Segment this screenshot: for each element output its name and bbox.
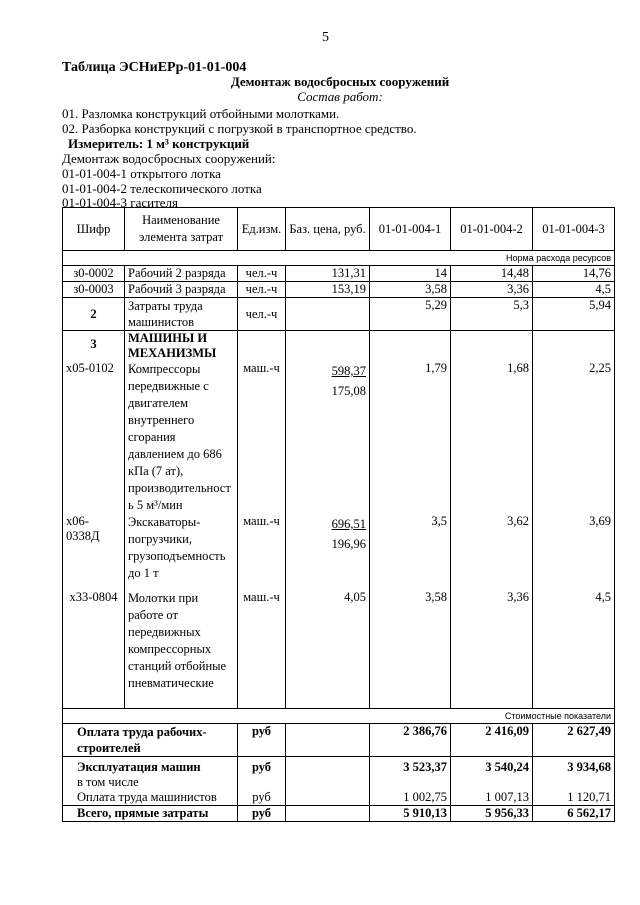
machines-section-row: [63, 331, 615, 362]
row-value: 4,5: [533, 590, 615, 709]
row-name: Рабочий 3 разряда: [125, 282, 238, 298]
cost-value: 3 934,68: [533, 757, 615, 776]
cost-unit: руб: [238, 806, 286, 822]
table-row: [63, 282, 615, 298]
row-code: х06-0338Д: [63, 514, 125, 590]
norm-label: Норма расхода ресурсов: [63, 251, 615, 266]
page-number: 5: [322, 30, 329, 45]
cost-value: 3 540,24: [451, 757, 533, 776]
empty-cell: [286, 724, 370, 757]
row-value: 3,62: [451, 514, 533, 590]
cost-value: 6 562,17: [533, 806, 615, 822]
row-value: 14,48: [451, 266, 533, 282]
row-price: 153,19: [286, 282, 370, 298]
row-value: 3,58: [370, 282, 451, 298]
row-value: 3,69: [533, 514, 615, 590]
empty-cell: [286, 757, 370, 776]
cost-value: 1 120,71: [533, 790, 615, 806]
row-code: з0-0003: [63, 282, 125, 298]
cost-value: 2 627,49: [533, 724, 615, 757]
cost-label: Стоимостные показатели: [63, 709, 615, 724]
row-price: 4,05: [286, 590, 370, 709]
cost-unit: руб: [238, 757, 286, 776]
table-row: [63, 266, 615, 282]
header-unit: Ед.изм.: [238, 208, 286, 251]
empty-cell: [533, 331, 615, 362]
row-value: 14: [370, 266, 451, 282]
row-unit: чел.-ч: [238, 266, 286, 282]
work-composition-label: Состав работ:: [297, 89, 383, 104]
row-value: 5,3: [451, 298, 533, 331]
row-code: 2: [63, 298, 125, 331]
empty-cell: [451, 775, 533, 790]
cost-row: [63, 757, 615, 776]
empty-cell: [533, 775, 615, 790]
norm-row: [63, 251, 615, 266]
cost-value: 5 910,13: [370, 806, 451, 822]
cost-row: [63, 724, 615, 757]
row-name: Молотки при работе от передвижных компрессорных станций отбойные пневматические: [125, 590, 238, 709]
table-row: [63, 514, 615, 590]
table-header-row: [63, 208, 615, 251]
row-value: 5,94: [533, 298, 615, 331]
price-underlined: 696,51: [331, 517, 366, 531]
row-code: х05-0102: [63, 361, 125, 514]
row-price: [286, 361, 370, 514]
cost-value: 2 416,09: [451, 724, 533, 757]
section-intro: Демонтаж водосбросных сооружений:: [62, 151, 276, 166]
table-row: [63, 590, 615, 709]
row-value: 4,5: [533, 282, 615, 298]
empty-cell: [370, 775, 451, 790]
price-underlined: 598,37: [331, 364, 366, 378]
cost-value: 1 002,75: [370, 790, 451, 806]
work-item: 02. Разборка конструкций с погрузкой в транспортное средство.: [62, 121, 417, 136]
row-value: 1,68: [451, 361, 533, 514]
row-price: [286, 514, 370, 590]
cost-value: 3 523,37: [370, 757, 451, 776]
cost-unit: руб: [238, 790, 286, 806]
cost-value: 1 007,13: [451, 790, 533, 806]
empty-cell: [238, 775, 286, 790]
machinists-row: [63, 298, 615, 331]
row-name: Экскаваторы-погрузчики, грузоподъемность до 1 т: [125, 514, 238, 590]
cost-label-row: [63, 709, 615, 724]
empty-cell: [286, 775, 370, 790]
table-code: Таблица ЭСНиЕРр-01-01-004: [62, 60, 247, 75]
total-row: [63, 806, 615, 822]
empty-cell: [286, 790, 370, 806]
header-variant-1: 01-01-004-1: [370, 208, 451, 251]
row-name: Рабочий 2 разряда: [125, 266, 238, 282]
header-variant-3: 01-01-004-3: [533, 208, 615, 251]
row-price: 131,31: [286, 266, 370, 282]
variant-item: 01-01-004-3 гасителя: [62, 195, 178, 210]
section-code: 3: [63, 331, 125, 362]
row-value: 3,36: [451, 590, 533, 709]
header-variant-2: 01-01-004-2: [451, 208, 533, 251]
work-item: 01. Разломка конструкций отбойными молотками.: [62, 106, 340, 121]
row-unit: маш.-ч: [238, 361, 286, 514]
row-unit: чел.-ч: [238, 282, 286, 298]
cost-name: Оплата труда машинистов: [63, 790, 238, 806]
row-code: з0-0002: [63, 266, 125, 282]
cost-name: Всего, прямые затраты: [63, 806, 238, 822]
row-code: х33-0804: [63, 590, 125, 709]
price-secondary: 196,96: [331, 537, 366, 551]
empty-cell: [238, 331, 286, 362]
row-value: 3,36: [451, 282, 533, 298]
section-name: МАШИНЫ И МЕХАНИЗМЫ: [125, 331, 238, 362]
price-secondary: 175,08: [331, 384, 366, 398]
row-value: 2,25: [533, 361, 615, 514]
empty-cell: [286, 331, 370, 362]
row-unit: маш.-ч: [238, 590, 286, 709]
header-price: Баз. цена, руб.: [286, 208, 370, 251]
cost-value: 5 956,33: [451, 806, 533, 822]
empty-cell: [370, 331, 451, 362]
row-value: 3,5: [370, 514, 451, 590]
variant-item: 01-01-004-2 телескопического лотка: [62, 181, 262, 196]
table-row: [63, 361, 615, 514]
cost-name: Эксплуатация машин: [63, 757, 238, 776]
row-price: [286, 298, 370, 331]
row-value: 5,29: [370, 298, 451, 331]
resource-table: [62, 207, 615, 822]
cost-value: 2 386,76: [370, 724, 451, 757]
meter-label: Измеритель: 1 м³ конструкций: [68, 136, 250, 151]
cost-name: Оплата труда рабочих-строителей: [63, 724, 238, 757]
row-name: Компрессоры передвижные с двигателем внутреннего сгорания давлением до 686 кПа (7 ат), производительност ь 5 м³/мин: [125, 361, 238, 514]
row-value: 14,76: [533, 266, 615, 282]
row-unit: маш.-ч: [238, 514, 286, 590]
empty-cell: [451, 331, 533, 362]
empty-cell: [286, 806, 370, 822]
cost-row: [63, 790, 615, 806]
document-title: Демонтаж водосбросных сооружений: [230, 74, 450, 89]
row-name: Затраты труда машинистов: [125, 298, 238, 331]
cost-unit: руб: [238, 724, 286, 757]
header-code: Шифр: [63, 208, 125, 251]
row-value: 1,79: [370, 361, 451, 514]
row-value: 3,58: [370, 590, 451, 709]
row-unit: чел.-ч: [238, 298, 286, 331]
cost-name: в том числе: [63, 775, 238, 790]
header-name: Наименование элемента затрат: [125, 208, 238, 251]
cost-row: [63, 775, 615, 790]
variant-item: 01-01-004-1 открытого лотка: [62, 166, 221, 181]
